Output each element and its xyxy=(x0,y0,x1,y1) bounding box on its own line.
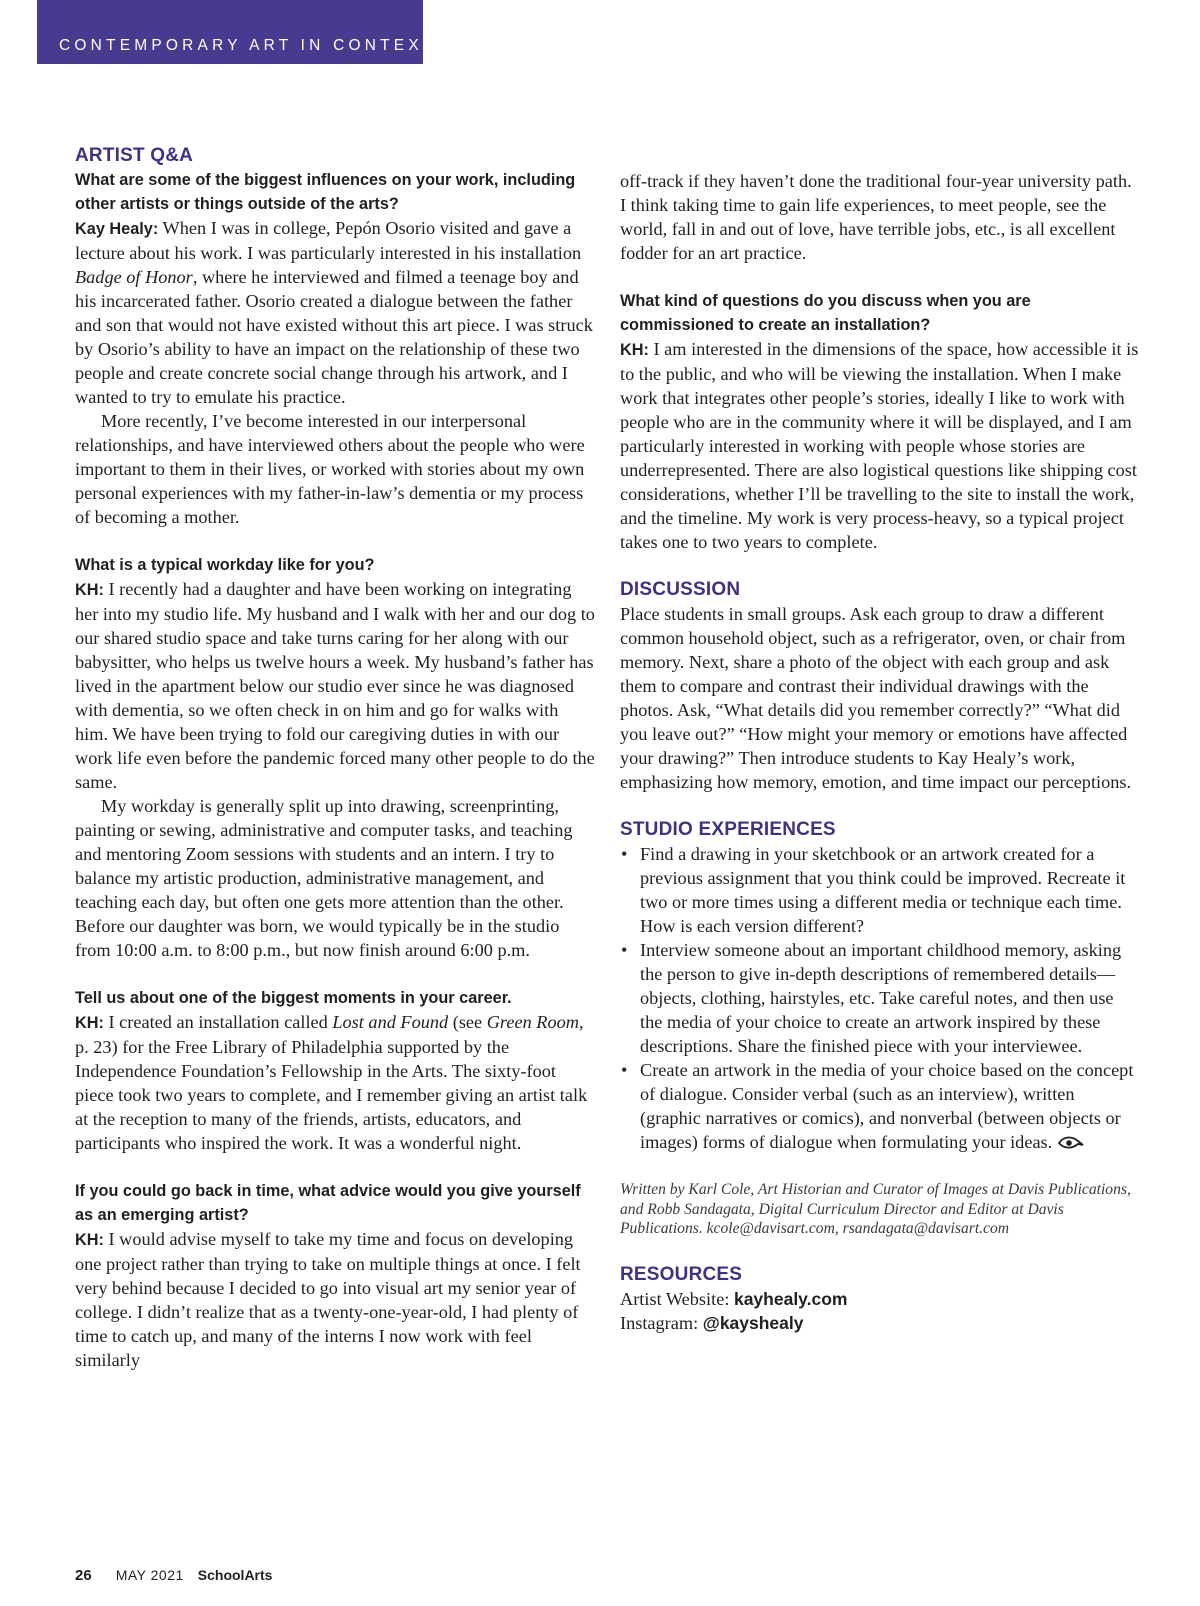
page-number: 26 xyxy=(75,1567,92,1584)
answer-text: I am interested in the dimensions of the space, how accessible it is to the public, and who will be viewing the installation. When I make work that integrates other people’s stories, ideally I like to work with people who are in the community where it will be displayed, and I am particularly interested in working with people whose stories are underrepresented. There are also logistical questions like shipping cost considerations, whether I’ll be travelling to the site to install the work, and the timeline. My work is very process-heavy, so a typical project takes one to two years to complete. xyxy=(620,339,1139,552)
question-5: What kind of questions do you discuss when you are commissioned to create an installation? xyxy=(620,292,1031,334)
magazine-name: SchoolArts xyxy=(197,1567,273,1583)
list-item-text: Create an artwork in the media of your choice based on the concept of dialogue. Consider verbal (such as an interview), written (graphic narratives or comics), and nonverbal (between objects or images) forms of dialogue when formulating your ideas. xyxy=(640,1060,1134,1152)
artwork-title: Lost and Found xyxy=(332,1012,449,1032)
author-credit: Written by Karl Cole, Art Historian and Curator of Images at Davis Publications, and Robb Sandagata, Digital Curriculum Director and Editor at Davis Publications. kcole@davisart.com, rsandagata@davisart.com xyxy=(620,1181,1131,1237)
website-line xyxy=(620,1287,1140,1311)
answer-3-paragraph-1 xyxy=(75,1010,595,1155)
answer-4-paragraph-1 xyxy=(75,1227,595,1372)
instagram-label: Instagram: xyxy=(620,1312,703,1333)
resources-heading: RESOURCES xyxy=(620,1263,743,1285)
section-banner xyxy=(37,0,437,64)
speaker-label: KH: xyxy=(620,341,649,359)
issue-date: MAY 2021 xyxy=(115,1567,184,1583)
question-3: Tell us about one of the biggest moments in your career. xyxy=(75,989,512,1007)
reference-title: Green Room xyxy=(486,1012,579,1032)
instagram-line xyxy=(620,1311,1140,1335)
studio-heading: STUDIO EXPERIENCES xyxy=(620,819,836,840)
answer-text: I recently had a daughter and have been working on integrating her into my studio life. My husband and I walk with her and our dog to our shared studio space and take turns caring for her along with our babysitter, who helps us twelve hours a week. My husband’s father has lived in the apartment below our studio ever since he was diagnosed with dementia, so we often check in on him and go for walks with him. We have been trying to fold our caregiving duties in with our work life even before the pandemic forced many other people to do the same. xyxy=(75,579,595,792)
list-item: • Find a drawing in your sketchbook or an artwork created for a previous assignment that you think could be improved. Recreate it two or more times using a different media or technique each time. How is each version different? xyxy=(620,842,1140,938)
answer-5-paragraph-1 xyxy=(620,337,1140,554)
answer-text: I created an installation called xyxy=(103,1012,333,1032)
answer-4-continued: off-track if they haven’t done the traditional four-year university path. I think taking time to gain life experiences, to meet people, see the world, fall in and out of love, have terrible jobs, etc., is all excellent fodder for an art practice. xyxy=(620,171,1132,263)
speaker-label: KH: xyxy=(75,1231,104,1249)
artwork-title: Badge of Honor xyxy=(75,267,193,287)
question-2: What is a typical workday like for you? xyxy=(75,556,375,574)
speaker-label: KH: xyxy=(75,1014,104,1032)
eye-icon xyxy=(1058,1132,1084,1156)
left-column xyxy=(75,144,595,1372)
page-footer xyxy=(75,1567,272,1584)
studio-list xyxy=(620,842,1140,1156)
question-4: If you could go back in time, what advice would you give yourself as an emerging artist? xyxy=(75,1182,581,1224)
question-1: What are some of the biggest influences on your work, including other artists or things outside of the arts? xyxy=(75,171,576,213)
banner-title: CONTEMPORARY ART IN CONTEXT xyxy=(59,37,437,54)
discussion-body: Place students in small groups. Ask each group to draw a different common household object, such as a refrigerator, oven, or chair from memory. Next, share a photo of the object with each group and ask them to compare and contrast their individual drawings with the photos. Ask, “What details did you remember correctly?” “What did you leave out?” “How might your memory or emotions have affected your drawing?” Then introduce students to Kay Healy’s work, emphasizing how memory, emotion, and time impact our perceptions. xyxy=(620,604,1132,792)
answer-2-paragraph-1 xyxy=(75,577,595,794)
discussion-heading: DISCUSSION xyxy=(620,579,741,600)
qa-heading: ARTIST Q&A xyxy=(75,145,194,166)
answer-text: I would advise myself to take my time and focus on developing one project rather than trying to take on multiple things at once. I felt very behind because I decided to go into visual art my senior year of college. I didn’t realize that as a twenty-one-year-old, I had plenty of time to catch up, and many of the interns I now work with feel similarly xyxy=(75,1229,581,1370)
list-item xyxy=(620,1058,1140,1156)
answer-1-paragraph-2: More recently, I’ve become interested in our interpersonal relationships, and have interviewed others about the people who were important to them in their lives, or worked with stories about my own personal experiences with my father-in-law’s dementia or my process of becoming a mother. xyxy=(75,411,585,527)
answer-1-paragraph-1 xyxy=(75,216,595,409)
right-column xyxy=(620,169,1140,1335)
website-label: Artist Website: xyxy=(620,1288,734,1309)
speaker-label: KH: xyxy=(75,581,104,599)
answer-text: , where he interviewed and filmed a teenage boy and his incarcerated father. Osorio created a dialogue between the father and son that would not have existed without this art piece. I was struck by Osorio’s ability to have an impact on the relationship of these two people and create concrete social change through his artwork, and I wanted to try to emulate his practice. xyxy=(75,267,593,407)
answer-text: When I was in college, Pepón Osorio visited and gave a lecture about his work. I was particularly interested in his installation xyxy=(75,218,582,263)
list-item: • Interview someone about an important childhood memory, asking the person to give in-depth descriptions of remembered details—objects, clothing, hairstyles, etc. Take careful notes, and then use the media of your choice to create an artwork inspired by these descriptions. Share the finished piece with your interviewee. xyxy=(620,938,1140,1058)
instagram-link[interactable]: @kayshealy xyxy=(702,1312,804,1333)
speaker-label: Kay Healy: xyxy=(75,220,159,238)
answer-2-paragraph-2: My workday is generally split up into drawing, screenprinting, painting or sewing, administrative and computer tasks, and teaching and mentoring Zoom sessions with students and an intern. I try to balance my artistic production, administrative management, and teaching each day, but often one gets more attention than the other. Before our daughter was born, we would typically be in the studio from 10:00 a.m. to 8:00 p.m., but now finish around 6:00 p.m. xyxy=(75,796,573,960)
website-link[interactable]: kayhealy.com xyxy=(733,1288,848,1309)
answer-text: (see xyxy=(448,1012,487,1032)
answer-text: , p. 23) for the Free Library of Philadelphia supported by the Independence Foundation’s Fellowship in the Arts. The sixty-foot piece took two years to complete, and I remember giving an artist talk at the reception to many of the friends, artists, educators, and participants who inspired the work. It was a wonderful night. xyxy=(75,1012,588,1153)
